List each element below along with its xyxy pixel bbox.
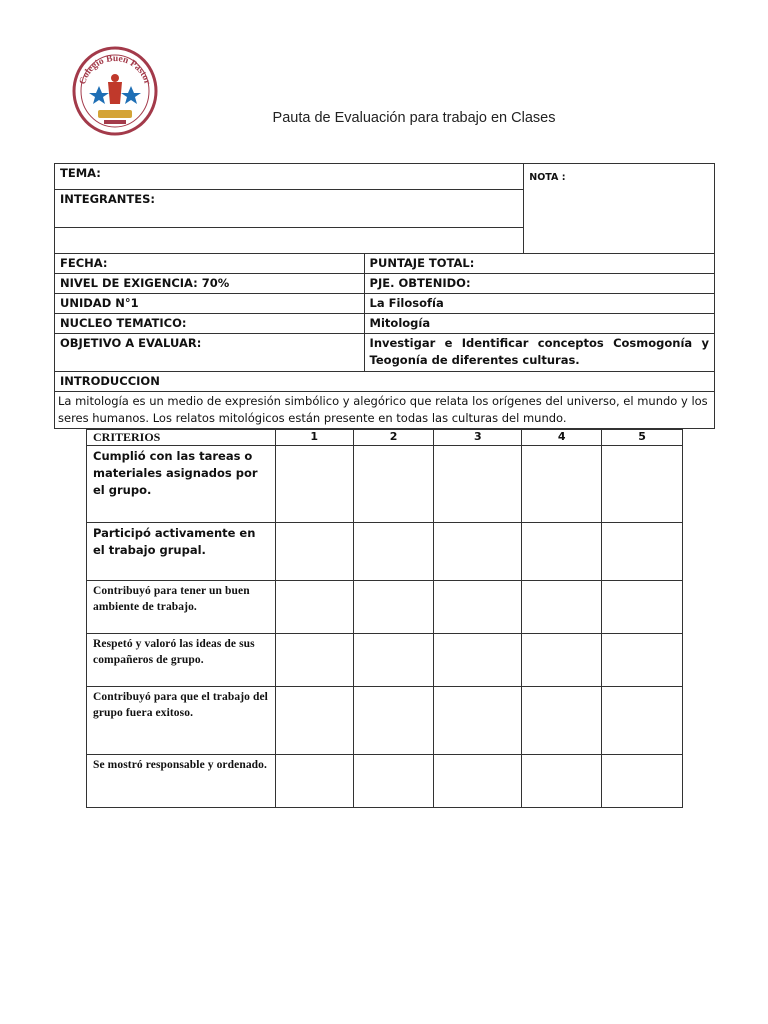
criteria-header: CRITERIOS (87, 430, 276, 446)
score-cell[interactable] (434, 581, 522, 634)
fecha-label: FECHA: (60, 256, 108, 270)
nota-label: NOTA : (529, 172, 566, 183)
score-cell[interactable] (353, 634, 434, 687)
score-cell[interactable] (602, 446, 683, 523)
criteria-table (86, 429, 683, 808)
score-cell[interactable] (275, 634, 353, 687)
objetivo-value: Investigar e Identificar conceptos Cosmogonía y Teogonía de diferentes culturas. (364, 334, 714, 372)
info-table (54, 163, 715, 429)
tema-cell[interactable] (55, 164, 524, 190)
score-cell[interactable] (353, 446, 434, 523)
intro-label: INTRODUCCION (55, 372, 715, 392)
criterion-text: Contribuyó para que el trabajo del grupo fuera exitoso. (87, 687, 276, 755)
integrantes-cell[interactable] (55, 190, 524, 228)
score-cell[interactable] (353, 581, 434, 634)
criterion-text: Respetó y valoró las ideas de sus compañeros de grupo. (87, 634, 276, 687)
puntaje-total-cell[interactable] (364, 254, 714, 274)
score-cell[interactable] (353, 755, 434, 808)
tema-label: TEMA: (60, 166, 101, 180)
criterion-text: Participó activamente en el trabajo grupal. (87, 523, 276, 581)
score-cell[interactable] (434, 687, 522, 755)
criteria-row (87, 687, 683, 755)
score-cell[interactable] (602, 581, 683, 634)
puntaje-total-label: PUNTAJE TOTAL: (369, 256, 475, 270)
score-cell[interactable] (522, 581, 602, 634)
score-cell[interactable] (522, 446, 602, 523)
score-cell[interactable] (522, 523, 602, 581)
school-logo (72, 46, 158, 136)
score-cell[interactable] (434, 634, 522, 687)
score-cell[interactable] (275, 446, 353, 523)
pje-obtenido-cell[interactable] (364, 274, 714, 294)
pje-obtenido-label: PJE. OBTENIDO: (369, 276, 471, 290)
score-cell[interactable] (353, 523, 434, 581)
nucleo-value: Mitología (364, 314, 714, 334)
criteria-row (87, 634, 683, 687)
objetivo-label: OBJETIVO A EVALUAR: (55, 334, 365, 372)
score-column-1: 1 (275, 430, 353, 446)
criteria-row (87, 446, 683, 523)
score-cell[interactable] (275, 523, 353, 581)
score-column-5: 5 (602, 430, 683, 446)
nivel-exigencia-label: NIVEL DE EXIGENCIA: 70% (55, 274, 365, 294)
score-cell[interactable] (275, 687, 353, 755)
fecha-cell[interactable] (55, 254, 365, 274)
score-cell[interactable] (434, 446, 522, 523)
score-cell[interactable] (522, 687, 602, 755)
criterion-text: Cumplió con las tareas o materiales asignados por el grupo. (87, 446, 276, 523)
integrantes-label: INTEGRANTES: (60, 192, 156, 206)
score-cell[interactable] (602, 687, 683, 755)
score-column-4: 4 (522, 430, 602, 446)
unidad-label: UNIDAD N°1 (55, 294, 365, 314)
integrantes-extra-cell[interactable] (55, 228, 524, 254)
unidad-value: La Filosofía (364, 294, 714, 314)
nucleo-label: NUCLEO TEMATICO: (55, 314, 365, 334)
criterion-text: Contribuyó para tener un buen ambiente de trabajo. (87, 581, 276, 634)
nota-cell[interactable] (524, 164, 715, 254)
score-cell[interactable] (522, 755, 602, 808)
score-column-3: 3 (434, 430, 522, 446)
score-cell[interactable] (275, 581, 353, 634)
criteria-row (87, 581, 683, 634)
score-cell[interactable] (602, 634, 683, 687)
criteria-row (87, 755, 683, 808)
score-cell[interactable] (353, 687, 434, 755)
logo-arc-text: Colegio Buen Pastor (78, 53, 152, 86)
score-cell[interactable] (602, 755, 683, 808)
score-column-2: 2 (353, 430, 434, 446)
score-cell[interactable] (522, 634, 602, 687)
score-cell[interactable] (602, 523, 683, 581)
criteria-row (87, 523, 683, 581)
document-title: Pauta de Evaluación para trabajo en Clases (272, 110, 556, 126)
score-cell[interactable] (434, 755, 522, 808)
criterion-text: Se mostró responsable y ordenado. (87, 755, 276, 808)
intro-text: La mitología es un medio de expresión simbólico y alegórico que relata los orígenes del universo, el mundo y los seres humanos. Los relatos mitológicos están presente en todas las culturas del mundo. (55, 392, 715, 429)
score-cell[interactable] (434, 523, 522, 581)
score-cell[interactable] (275, 755, 353, 808)
